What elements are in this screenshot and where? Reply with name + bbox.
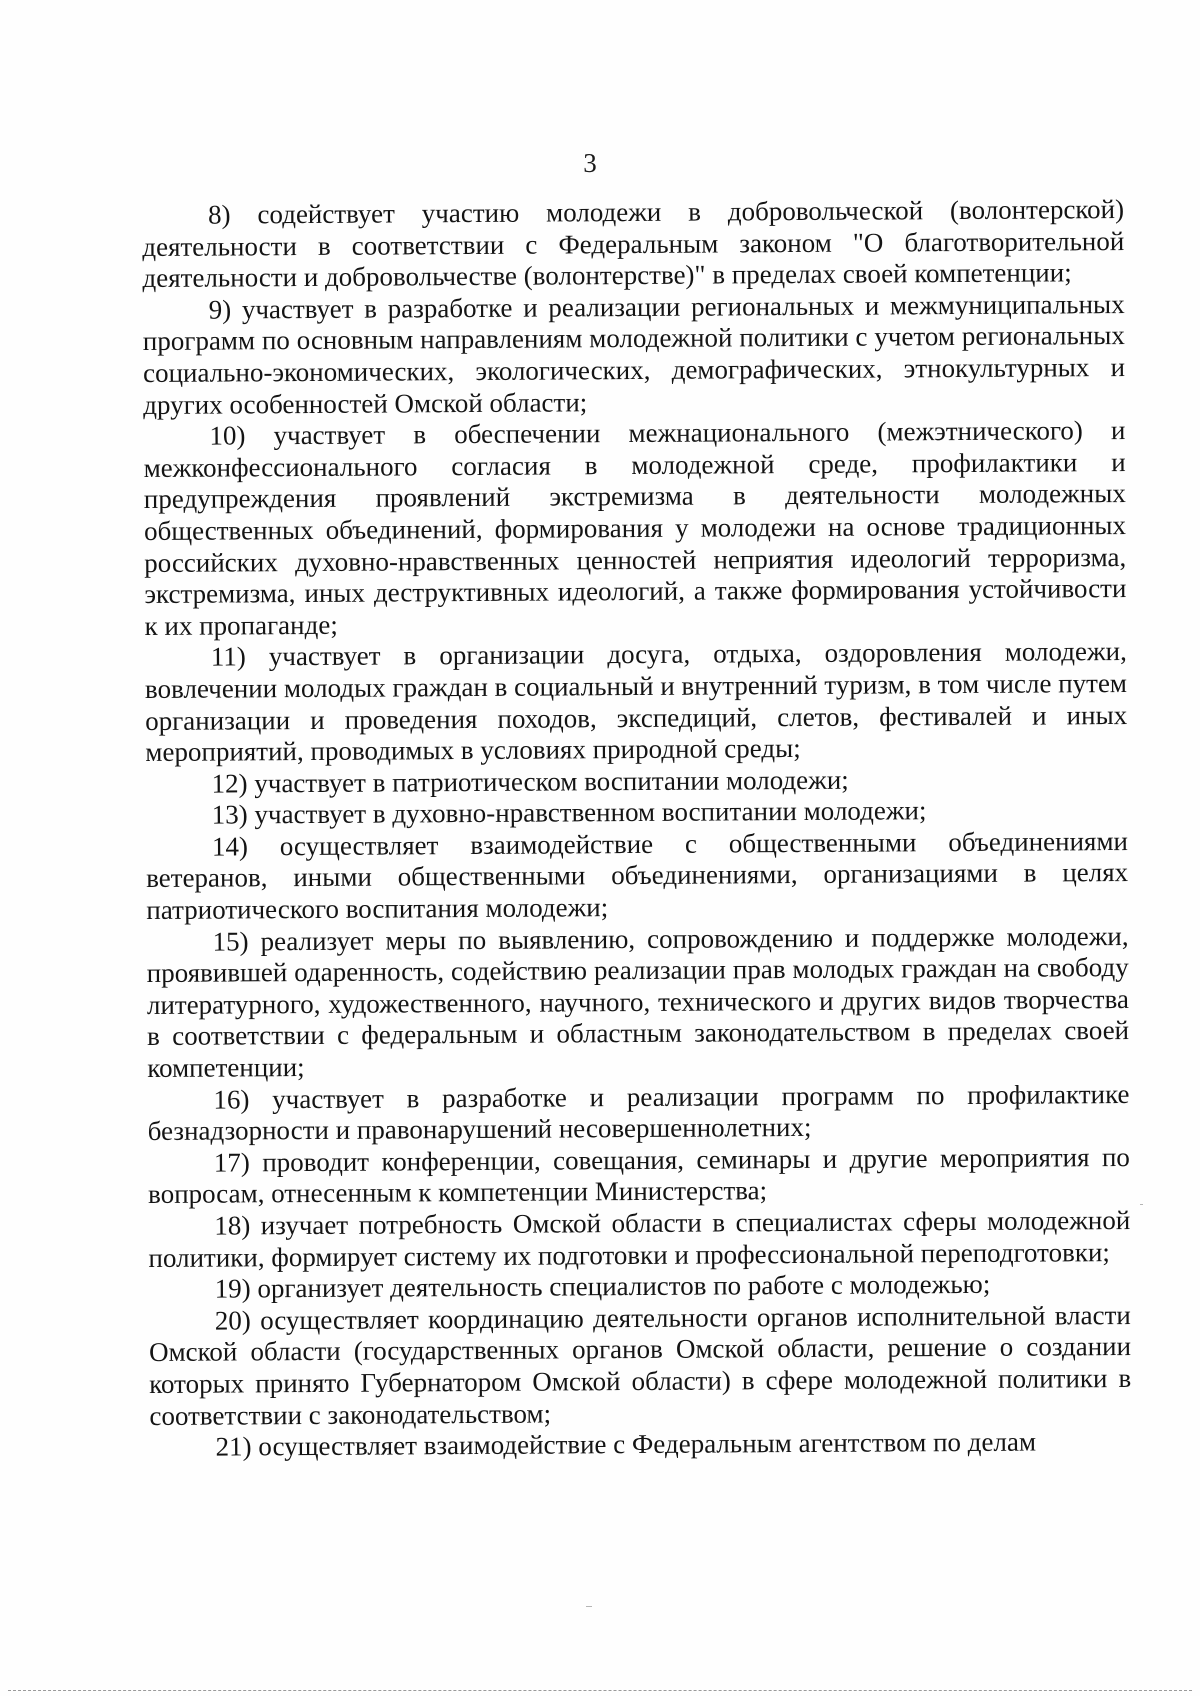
scan-edge-line <box>8 1690 1192 1691</box>
paragraph-item-17: 17) проводит конференции, совещания, семинары и другие мероприятия по вопросам, отнесенным к компетенции Министерства; <box>147 1141 1130 1210</box>
paragraph-item-15: 15) реализует меры по выявлению, сопровождению и поддержке молодежи, проявившей одаренность, содействию реализации прав молодых граждан на свободу литературного, художественного, научного, технического и других видов творчества в соответствии с федеральным и областным законодательством в пределах своей компетенции; <box>146 920 1130 1084</box>
document-body <box>142 194 1132 1464</box>
paragraph-item-21: 21) осуществляет взаимодействие с Федеральным агентством по делам <box>215 1426 1037 1462</box>
paragraph-item-19: 19) организует деятельность специалистов по работе с молодежью; <box>214 1269 991 1304</box>
paragraph-item-9: 9) участвует в разработке и реализации региональных и межмуниципальных программ по основным направлениям молодежной политики с учетом региональных социально-экономических, экологических, демографических, этнокультурных и других особенностей Омской области; <box>142 288 1126 420</box>
paragraph-item-12: 12) участвует в патриотическом воспитании молодежи; <box>211 764 849 799</box>
paragraph-item-10: 10) участвует в обеспечении межнационального (межэтнического) и межконфессионального согласия в молодежной среде, профилактики и предупреждения проявлений экстремизма в деятельности молодежных общественных объединений, формирования у молодежи на основе традиционных российских духовно-нравственных ценностей неприятия идеологий терроризма, экстремизма, иных деструктивных идеологий, а также формирования устойчивости к их пропаганде; <box>143 415 1127 641</box>
paragraph-item-8: 8) содействует участию молодежи в добровольческой (волонтерской) деятельности в соответствии с Федеральным законом "О благотворительной деятельности и добровольчестве (волонтерстве)" в пределах своей компетенции; <box>142 194 1125 294</box>
paragraph-item-13: 13) участвует в духовно-нравственном воспитании молодежи; <box>211 795 927 830</box>
paragraph-item-20: 20) осуществляет координацию деятельности органов исполнительной власти Омской области (государственных органов Омской области, решение о создании которых принято Губернатором Омской области) в сфере молодежной политики в соответствии с законодательством; <box>148 1299 1132 1431</box>
paragraph-item-14: 14) осуществляет взаимодействие с общественными объединениями ветеранов, иными общественными объединениями, организациями в целях патриотического воспитания молодежи; <box>146 825 1129 926</box>
page-number: 3 <box>583 148 597 178</box>
paragraph-item-18: 18) изучает потребность Омской области в специалистах сферы молодежной политики, формирует систему их подготовки и профессиональной переподготовки; <box>148 1204 1131 1273</box>
paragraph-item-16: 16) участвует в разработке и реализации программ по профилактике безнадзорности и правонарушений несовершеннолетних; <box>147 1078 1130 1147</box>
scan-speck <box>1140 1204 1143 1205</box>
paragraph-item-11: 11) участвует в организации досуга, отдыха, оздоровления молодежи, вовлечении молодых граждан в социальный и внутренний туризм, в том числе путем организации и проведения походов, экспедиций, слетов, фестивалей и иных мероприятий, проводимых в условиях природной среды; <box>144 636 1128 768</box>
scan-speck <box>586 1606 592 1607</box>
